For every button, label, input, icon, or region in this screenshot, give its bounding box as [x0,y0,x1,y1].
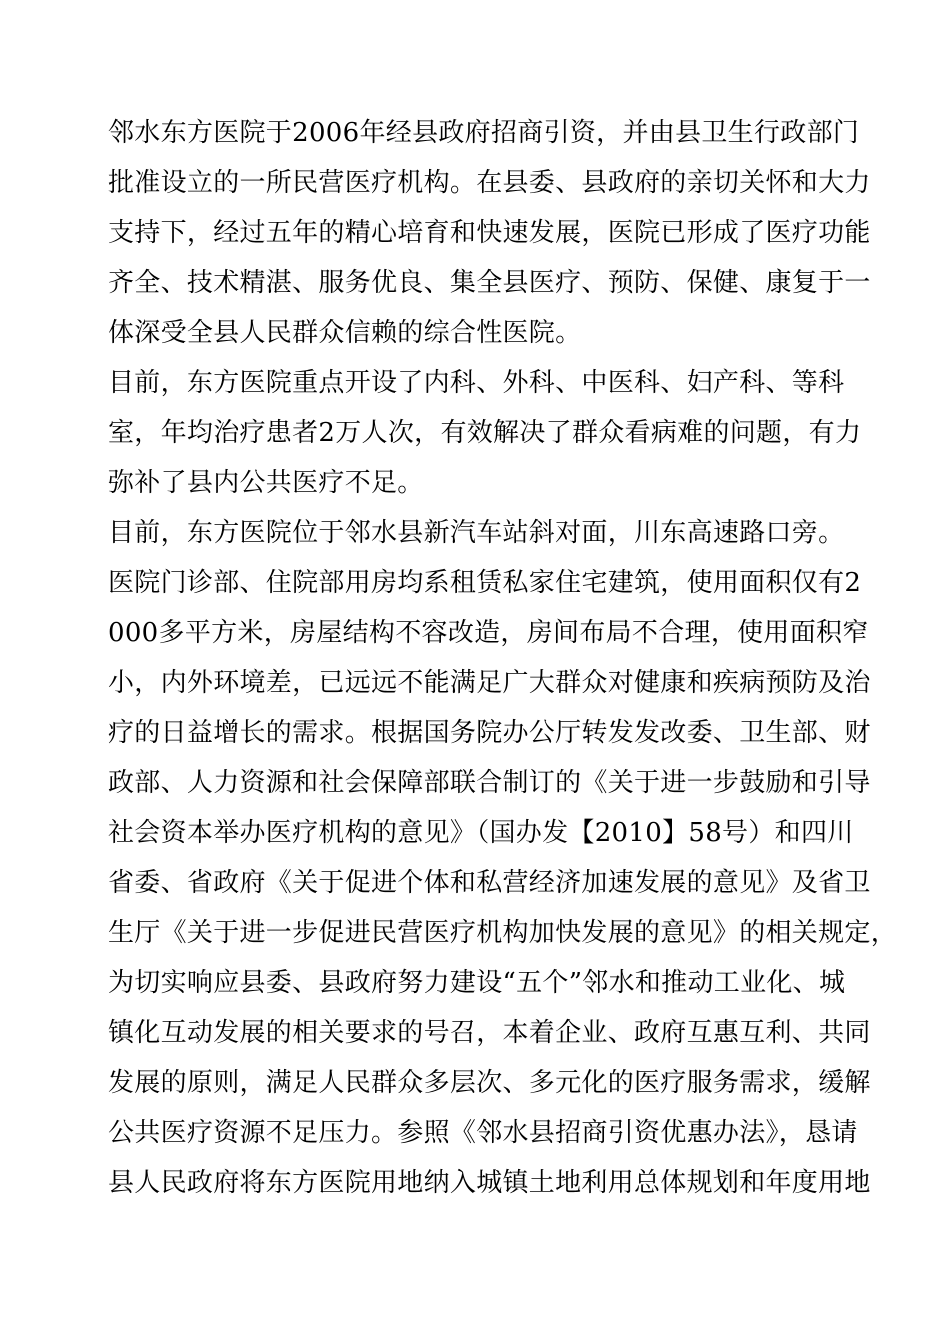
text-line: 生厅《关于进一步促进民营医疗机构加快发展的意见》的相关规定， [108,918,898,948]
text-line: 邻水东方医院于2006年经县政府招商引资，并由县卫生行政部门 [108,118,860,148]
text-line: 疗的日益增长的需求。根据国务院办公厅转发发改委、卫生部、财 [108,718,871,748]
text-line: 县人民政府将东方医院用地纳入城镇土地利用总体规划和年度用地 [108,1168,871,1198]
document-body [108,108,898,1208]
text-line: 体深受全县人民群众信赖的综合性医院。 [108,318,582,348]
text-line: 小，内外环境差，已远远不能满足广大群众对健康和疾病预防及治 [108,668,871,698]
paragraph-hospital-intro [108,108,871,358]
text-line: 省委、省政府《关于促进个体和私营经济加速发展的意见》及省卫 [108,868,871,898]
text-line: 社会资本举办医疗机构的意见》（国办发【2010】58号）和四川 [108,818,854,848]
text-line: 室，年均治疗患者2万人次，有效解决了群众看病难的问题，有力 [108,418,862,448]
text-line: 目前，东方医院位于邻水县新汽车站斜对面，川东高速路口旁。 [108,518,845,548]
text-line: 000多平方米，房屋结构不容改造，房间布局不合理，使用面积窄 [108,618,869,648]
text-line: 齐全、技术精湛、服务优良、集全县医疗、预防、保健、康复于一 [108,268,871,298]
text-line: 医院门诊部、住院部用房均系租赁私家住宅建筑，使用面积仅有2 [108,568,862,598]
text-line: 政部、人力资源和社会保障部联合制订的《关于进一步鼓励和引导 [108,768,871,798]
text-line: 目前，东方医院重点开设了内科、外科、中医科、妇产科、等科 [108,368,845,398]
text-line: 发展的原则，满足人民群众多层次、多元化的医疗服务需求，缓解 [108,1068,871,1098]
text-line: 批准设立的一所民营医疗机构。在县委、县政府的亲切关怀和大力 [108,168,871,198]
paragraph-departments [108,358,868,508]
text-line: 为切实响应县委、县政府努力建设“五个”邻水和推动工业化、城 [108,968,846,998]
text-line: 弥补了县内公共医疗不足。 [108,468,424,498]
paragraph-location-request [108,508,898,1208]
text-line: 镇化互动发展的相关要求的号召，本着企业、政府互惠互利、共同 [108,1018,871,1048]
text-line: 支持下，经过五年的精心培育和快速发展，医院已形成了医疗功能 [108,218,871,248]
text-line: 公共医疗资源不足压力。参照《邻水县招商引资优惠办法》，恳请 [108,1118,858,1148]
